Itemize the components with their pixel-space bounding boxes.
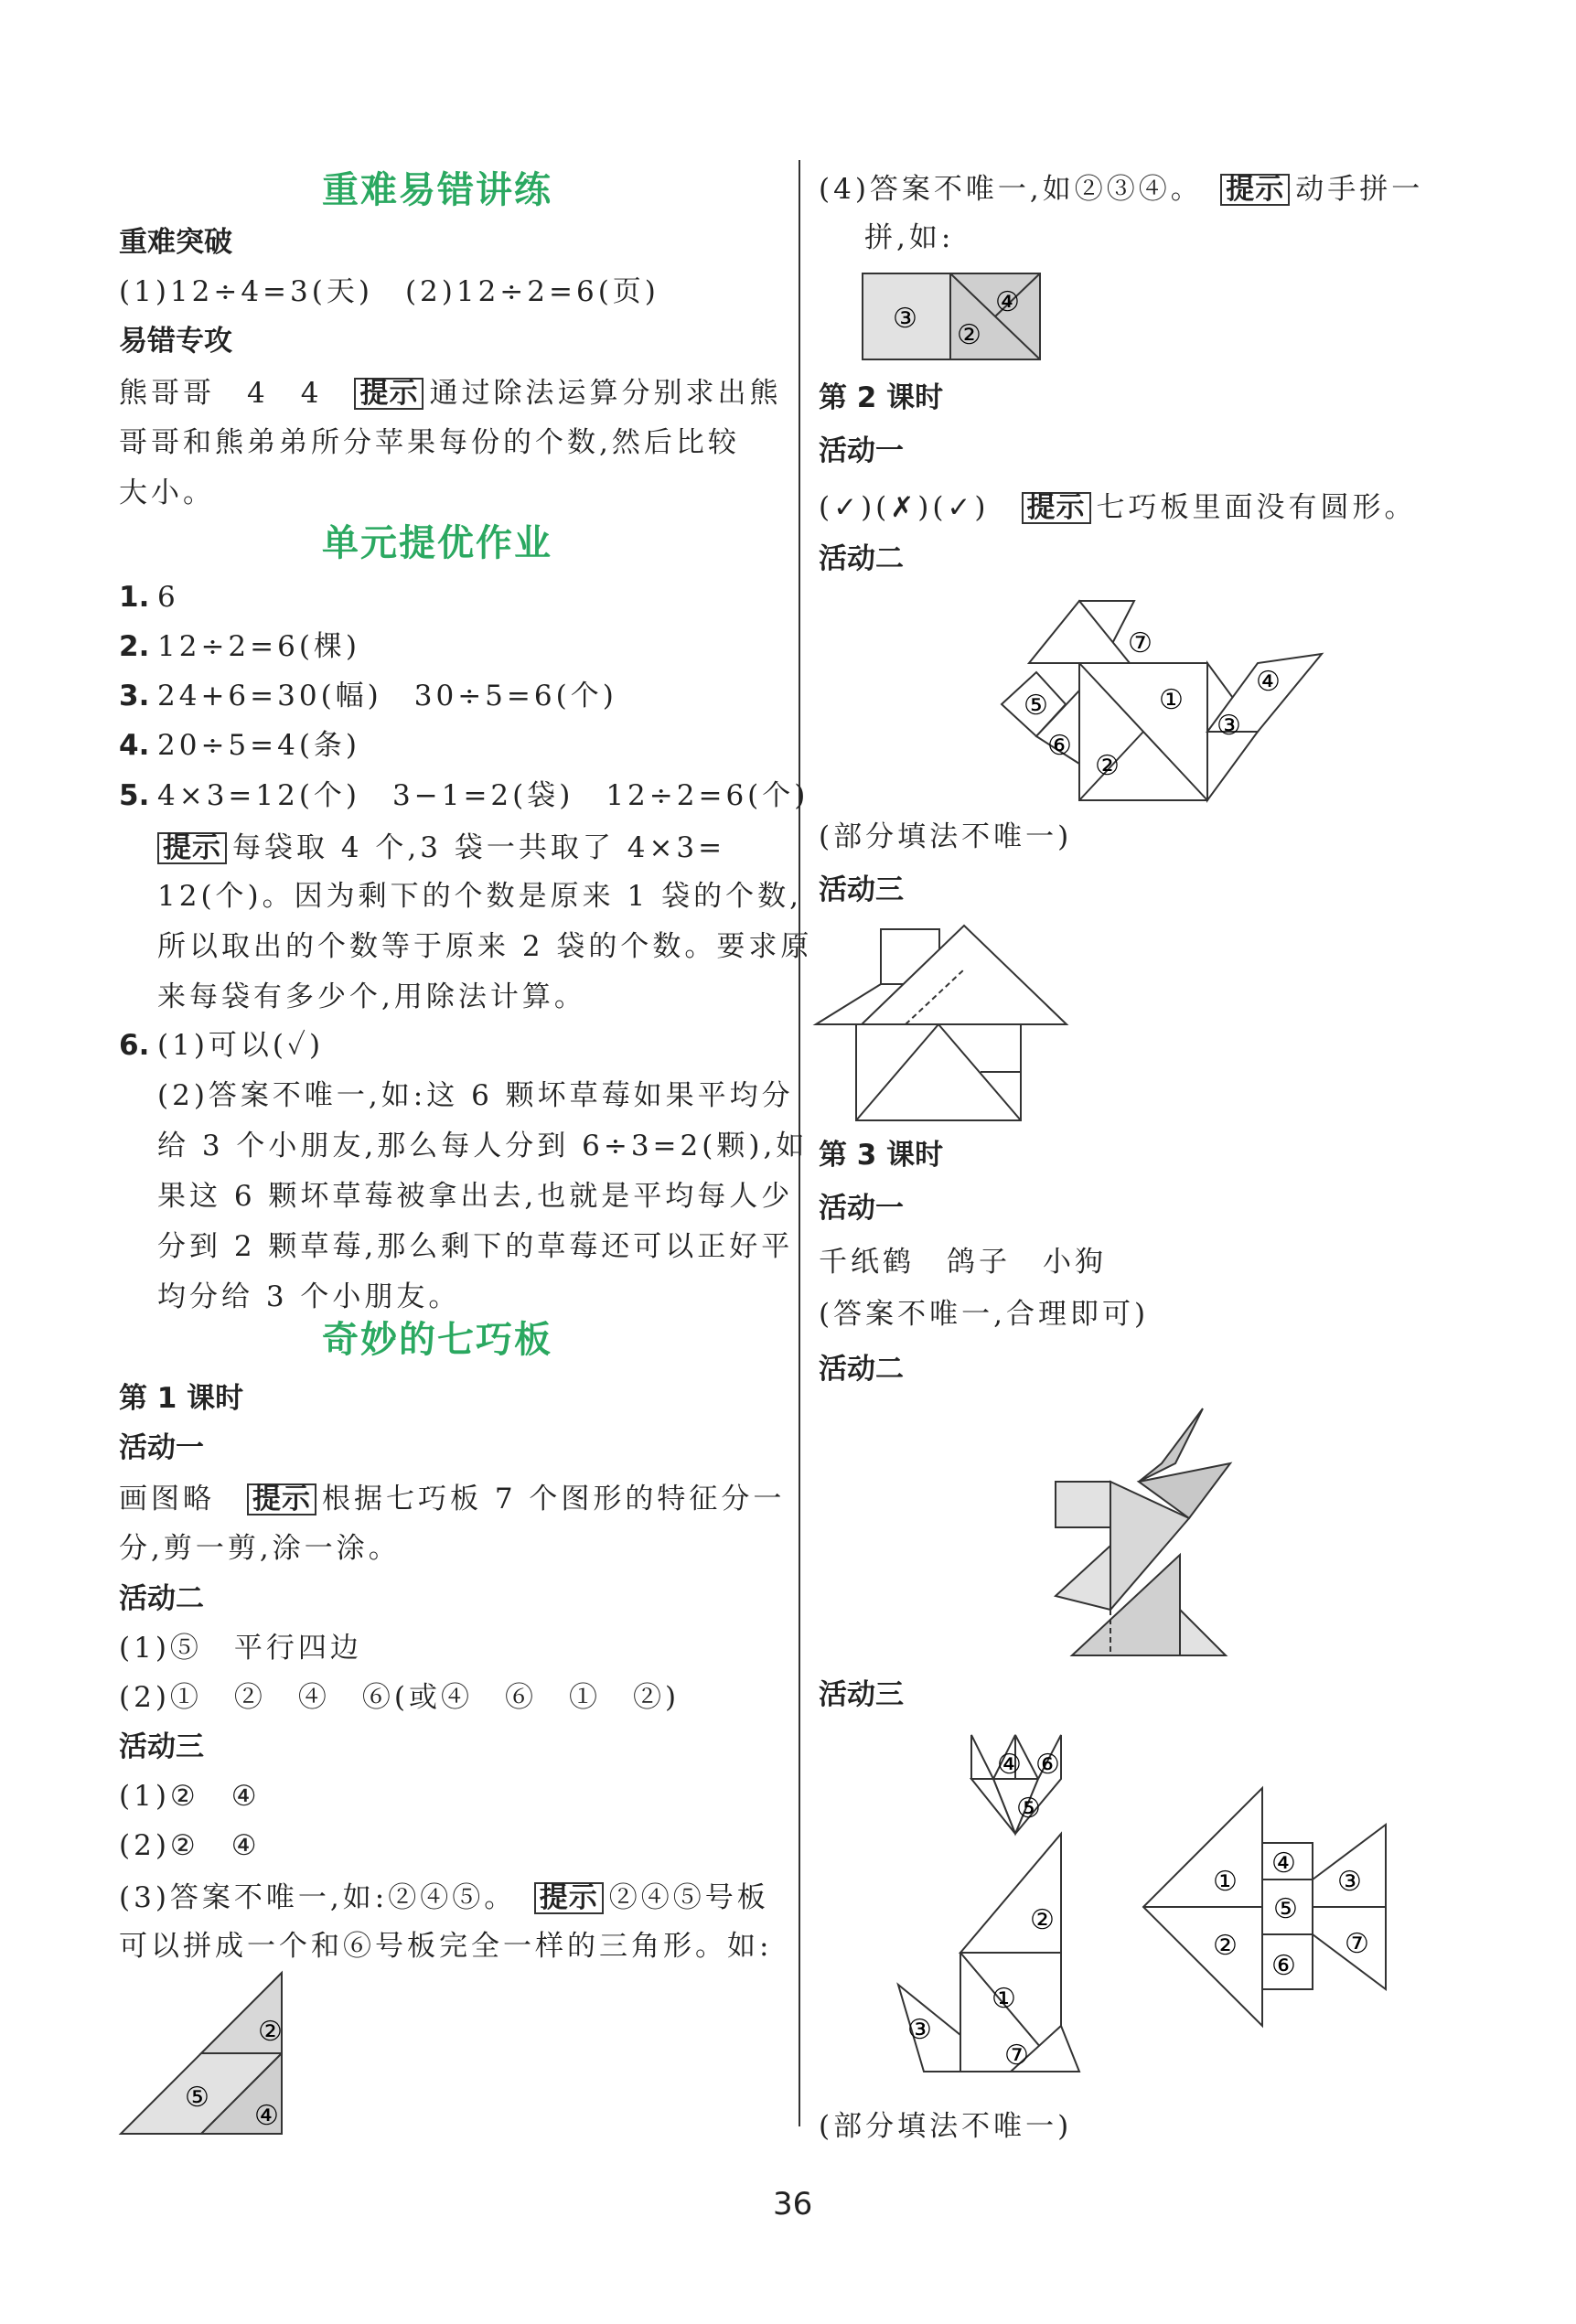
tip-label: 提示 — [354, 378, 423, 410]
answer-line: (1)12÷4=3(天) (2)12÷2=6(页) — [119, 275, 659, 308]
piece-label: ⑤ — [1024, 690, 1048, 722]
lesson-heading: 第 1 课时 — [119, 1382, 244, 1415]
tip-label: 提示 — [247, 1483, 316, 1515]
activity-heading: 活动二 — [819, 542, 904, 575]
answer-line: 12÷2=6(棵) — [157, 630, 361, 663]
piece-label: ② — [1095, 750, 1120, 782]
answer-line: 6 — [157, 581, 179, 614]
item-number: 6. — [119, 1029, 150, 1062]
piece-label: ② — [957, 319, 981, 351]
answer-text: (✓)(✗)(✓) — [819, 491, 990, 524]
answer-text: 每袋取 4 个,3 袋一共取了 4×3= — [232, 831, 726, 864]
answer-line: 可以拼成一个和⑥号板完全一样的三角形。如: — [119, 1930, 773, 1963]
answer-text: 熊哥哥 4 4 — [119, 377, 323, 410]
piece-label: ④ — [1271, 1847, 1296, 1880]
piece-label: ③ — [1217, 710, 1241, 742]
lesson-heading: 第 3 课时 — [819, 1139, 944, 1172]
answer-line: 果这 6 颗坏草莓被拿出去,也就是平均每人少 — [157, 1180, 794, 1213]
answer-line: 哥哥和熊弟弟所分苹果每份的个数,然后比较 — [119, 426, 740, 459]
answer-text: 动手拼一 — [1295, 173, 1424, 206]
answer-line: (答案不唯一,合理即可) — [819, 1298, 1150, 1331]
answer-line: 24+6=30(幅) 30÷5=6(个) — [157, 680, 617, 712]
activity-heading: 活动二 — [819, 1353, 904, 1386]
answer-text: (4)答案不唯一,如②③④。 — [819, 173, 1189, 206]
piece-label: ⑦ — [1345, 1928, 1369, 1960]
item-number: 2. — [119, 630, 150, 663]
section-title-qiqiaoban: 奇妙的七巧板 — [322, 1319, 552, 1361]
answer-line: 12(个)。因为剩下的个数是原来 1 袋的个数, — [157, 880, 802, 913]
answer-line: 分,剪一剪,涂一涂。 — [119, 1532, 401, 1565]
answer-line — [819, 174, 1423, 206]
answer-line: 20÷5=4(条) — [157, 729, 361, 762]
answer-line: (2)② ④ — [119, 1829, 261, 1862]
piece-label: ⑤ — [1273, 1893, 1298, 1925]
piece-label: ⑦ — [1128, 627, 1153, 659]
answer-line: 千纸鹤 鸽子 小狗 — [819, 1246, 1107, 1279]
piece-label: ⑥ — [1035, 1749, 1060, 1781]
answer-text: 通过除法运算分别求出熊 — [429, 377, 782, 410]
answer-line: 分到 2 颗草莓,那么剩下的草莓还可以正好平 — [157, 1230, 794, 1263]
answer-line: 所以取出的个数等于原来 2 袋的个数。要求原 — [157, 930, 813, 963]
piece-label: ⑥ — [1271, 1950, 1296, 1982]
answer-line — [119, 1483, 785, 1515]
answer-text: (3)答案不唯一,如:②④⑤。 — [119, 1881, 502, 1914]
piece-label: ⑥ — [1047, 730, 1072, 762]
answer-line — [819, 492, 1417, 524]
answer-line — [119, 1882, 769, 1914]
answer-text: 七巧板里面没有圆形。 — [1096, 491, 1417, 524]
answer-line: (2)答案不唯一,如:这 6 颗坏草莓如果平均分 — [157, 1079, 794, 1112]
answer-text: 根据七巧板 7 个图形的特征分一 — [322, 1483, 786, 1515]
tip-label: 提示 — [157, 832, 227, 864]
piece-label: ② — [1213, 1930, 1238, 1962]
item-number: 5. — [119, 779, 150, 812]
piece-label: ③ — [907, 2014, 932, 2046]
answer-line — [119, 378, 781, 410]
piece-label: ④ — [997, 1749, 1022, 1781]
answer-line: 大小。 — [119, 477, 215, 509]
tangram-teapot-figure — [965, 599, 1331, 800]
tangram-rect-figure — [862, 273, 1041, 360]
subheading-zhongnan-tupo: 重难突破 — [119, 226, 232, 259]
activity-heading: 活动一 — [819, 1192, 904, 1225]
tangram-cat-figure — [896, 1733, 1107, 2085]
answer-line: 给 3 个小朋友,那么每人分到 6÷3=2(颗),如 — [157, 1130, 809, 1162]
piece-label: ④ — [254, 2100, 279, 2132]
piece-label: ⑤ — [1016, 1793, 1041, 1825]
tangram-rabbit-figure — [1052, 1408, 1235, 1660]
piece-label: ⑤ — [185, 2082, 209, 2114]
activity-heading: 活动一 — [119, 1431, 204, 1464]
piece-label: ① — [1213, 1866, 1238, 1898]
answer-line: 来每袋有多少个,用除法计算。 — [157, 980, 586, 1013]
piece-label: ⑦ — [1004, 2040, 1029, 2072]
piece-label: ① — [1159, 684, 1184, 716]
activity-heading: 活动三 — [119, 1730, 204, 1763]
item-number: 1. — [119, 581, 150, 614]
tip-label: 提示 — [1022, 492, 1091, 524]
answer-line: 均分给 3 个小朋友。 — [157, 1280, 461, 1313]
answer-line: (1)可以(✓) — [157, 1029, 325, 1062]
section-title-danyuan: 单元提优作业 — [322, 522, 552, 564]
item-number: 4. — [119, 729, 150, 762]
answer-line: (1)⑤ 平行四边 — [119, 1632, 362, 1665]
section-title-zhongnan: 重难易错讲练 — [322, 169, 552, 211]
answer-line: 拼,如: — [864, 221, 955, 254]
item-number: 3. — [119, 680, 150, 712]
tip-label: 提示 — [534, 1882, 604, 1914]
activity-heading: 活动三 — [819, 873, 904, 906]
subheading-yicuo: 易错专攻 — [119, 325, 232, 358]
piece-label: ② — [1030, 1904, 1055, 1936]
piece-label: ③ — [1337, 1866, 1362, 1898]
piece-label: ① — [992, 1983, 1016, 2015]
piece-label: ③ — [893, 303, 917, 335]
lesson-heading: 第 2 课时 — [819, 381, 944, 414]
piece-label: ② — [258, 2016, 283, 2048]
answer-text: 画图略 — [119, 1483, 215, 1515]
answer-line: (1)② ④ — [119, 1780, 261, 1813]
tangram-triangle-figure — [119, 1971, 284, 2136]
piece-label: ④ — [1256, 666, 1281, 698]
piece-label: ④ — [995, 286, 1020, 318]
answer-text: ②④⑤号板 — [608, 1881, 769, 1914]
activity-heading: 活动二 — [119, 1582, 204, 1615]
answer-line — [157, 832, 725, 864]
answer-line: (2)① ② ④ ⑥(或④ ⑥ ① ②) — [119, 1681, 681, 1714]
activity-heading: 活动三 — [819, 1678, 904, 1711]
tangram-house-figure — [814, 924, 1070, 1120]
answer-line: (部分填法不唯一) — [819, 820, 1073, 853]
tip-label: 提示 — [1220, 174, 1290, 206]
answer-line: 4×3=12(个) 3−1=2(袋) 12÷2=6(个) — [157, 779, 809, 812]
activity-heading: 活动一 — [819, 434, 904, 467]
answer-line: (部分填法不唯一) — [819, 2110, 1073, 2143]
tangram-fish-figure — [1143, 1788, 1390, 2035]
page-number: 36 — [773, 2186, 813, 2222]
